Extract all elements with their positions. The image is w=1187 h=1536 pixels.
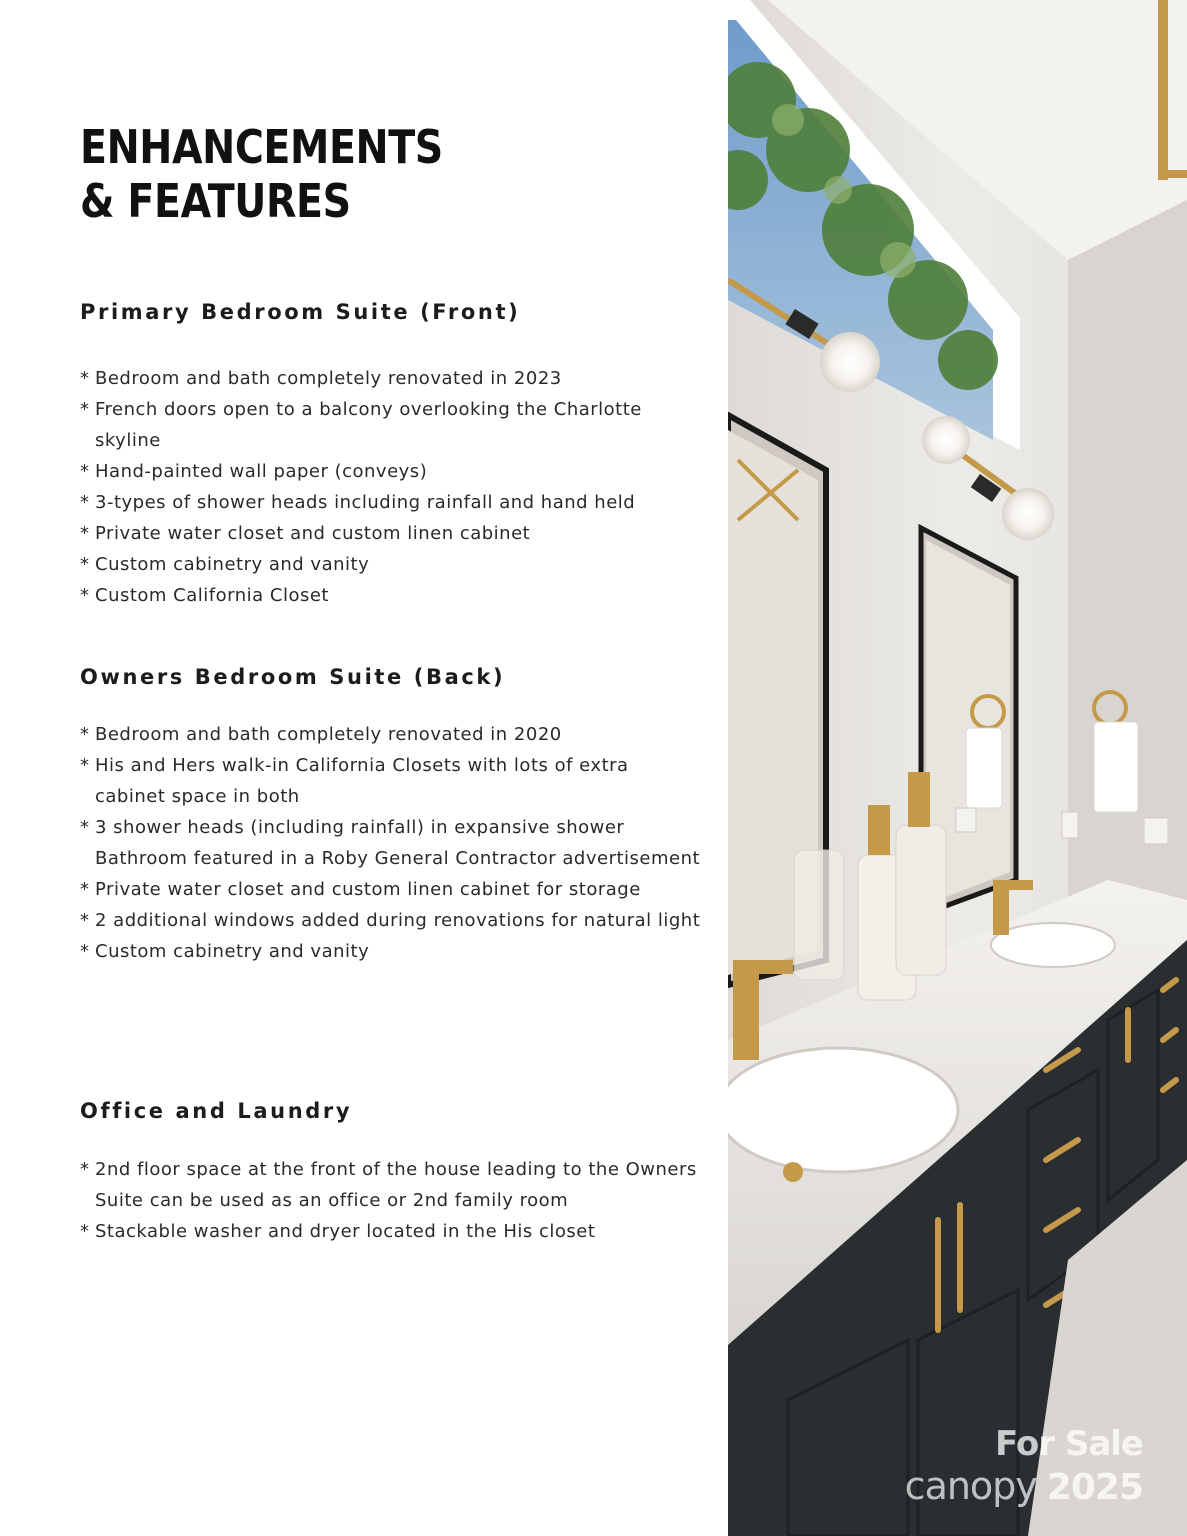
title-line-2: & FEATURES <box>80 174 351 228</box>
primary-suite-list <box>80 363 705 611</box>
list-item: * 3 shower heads (including rainfall) in expansive shower Bathroom featured in a Roby General Contractor advertisement <box>80 812 705 874</box>
list-item: * French doors open to a balcony overlooking the Charlotte skyline <box>80 394 705 456</box>
list-item: * 2nd floor space at the front of the house leading to the Owners Suite can be used as an office or 2nd family room <box>80 1154 705 1216</box>
watermark-for-sale: For Sale <box>995 1424 1143 1464</box>
watermark-year: 2025 <box>1046 1467 1143 1508</box>
office-laundry-list <box>80 1154 705 1247</box>
section-heading-office-laundry: Office and Laundry <box>80 1099 353 1123</box>
list-item: * Custom California Closet <box>80 580 705 611</box>
owners-suite-list <box>80 719 705 967</box>
section-heading-owners-suite: Owners Bedroom Suite (Back) <box>80 665 506 689</box>
list-item: * Hand-painted wall paper (conveys) <box>80 456 705 487</box>
bathroom-photo <box>728 0 1187 1536</box>
list-item: * Private water closet and custom linen cabinet for storage <box>80 874 705 905</box>
bathroom-illustration <box>728 0 1187 1536</box>
list-item: * Custom cabinetry and vanity <box>80 549 705 580</box>
list-item: * Bedroom and bath completely renovated in 2020 <box>80 719 705 750</box>
page-title <box>80 120 443 228</box>
list-item: * Custom cabinetry and vanity <box>80 936 705 967</box>
list-item: * Bedroom and bath completely renovated in 2023 <box>80 363 705 394</box>
list-item: * Private water closet and custom linen cabinet <box>80 518 705 549</box>
list-item: * 3-types of shower heads including rainfall and hand held <box>80 487 705 518</box>
watermark-brand: canopy <box>904 1464 1037 1508</box>
title-line-1: ENHANCEMENTS <box>80 120 443 174</box>
list-item: * Stackable washer and dryer located in the His closet <box>80 1216 705 1247</box>
list-item: * His and Hers walk-in California Closets with lots of extra cabinet space in both <box>80 750 705 812</box>
list-item: * 2 additional windows added during renovations for natural light <box>80 905 705 936</box>
section-heading-primary-suite: Primary Bedroom Suite (Front) <box>80 300 521 324</box>
canopy-mls-watermark <box>905 1424 1143 1508</box>
